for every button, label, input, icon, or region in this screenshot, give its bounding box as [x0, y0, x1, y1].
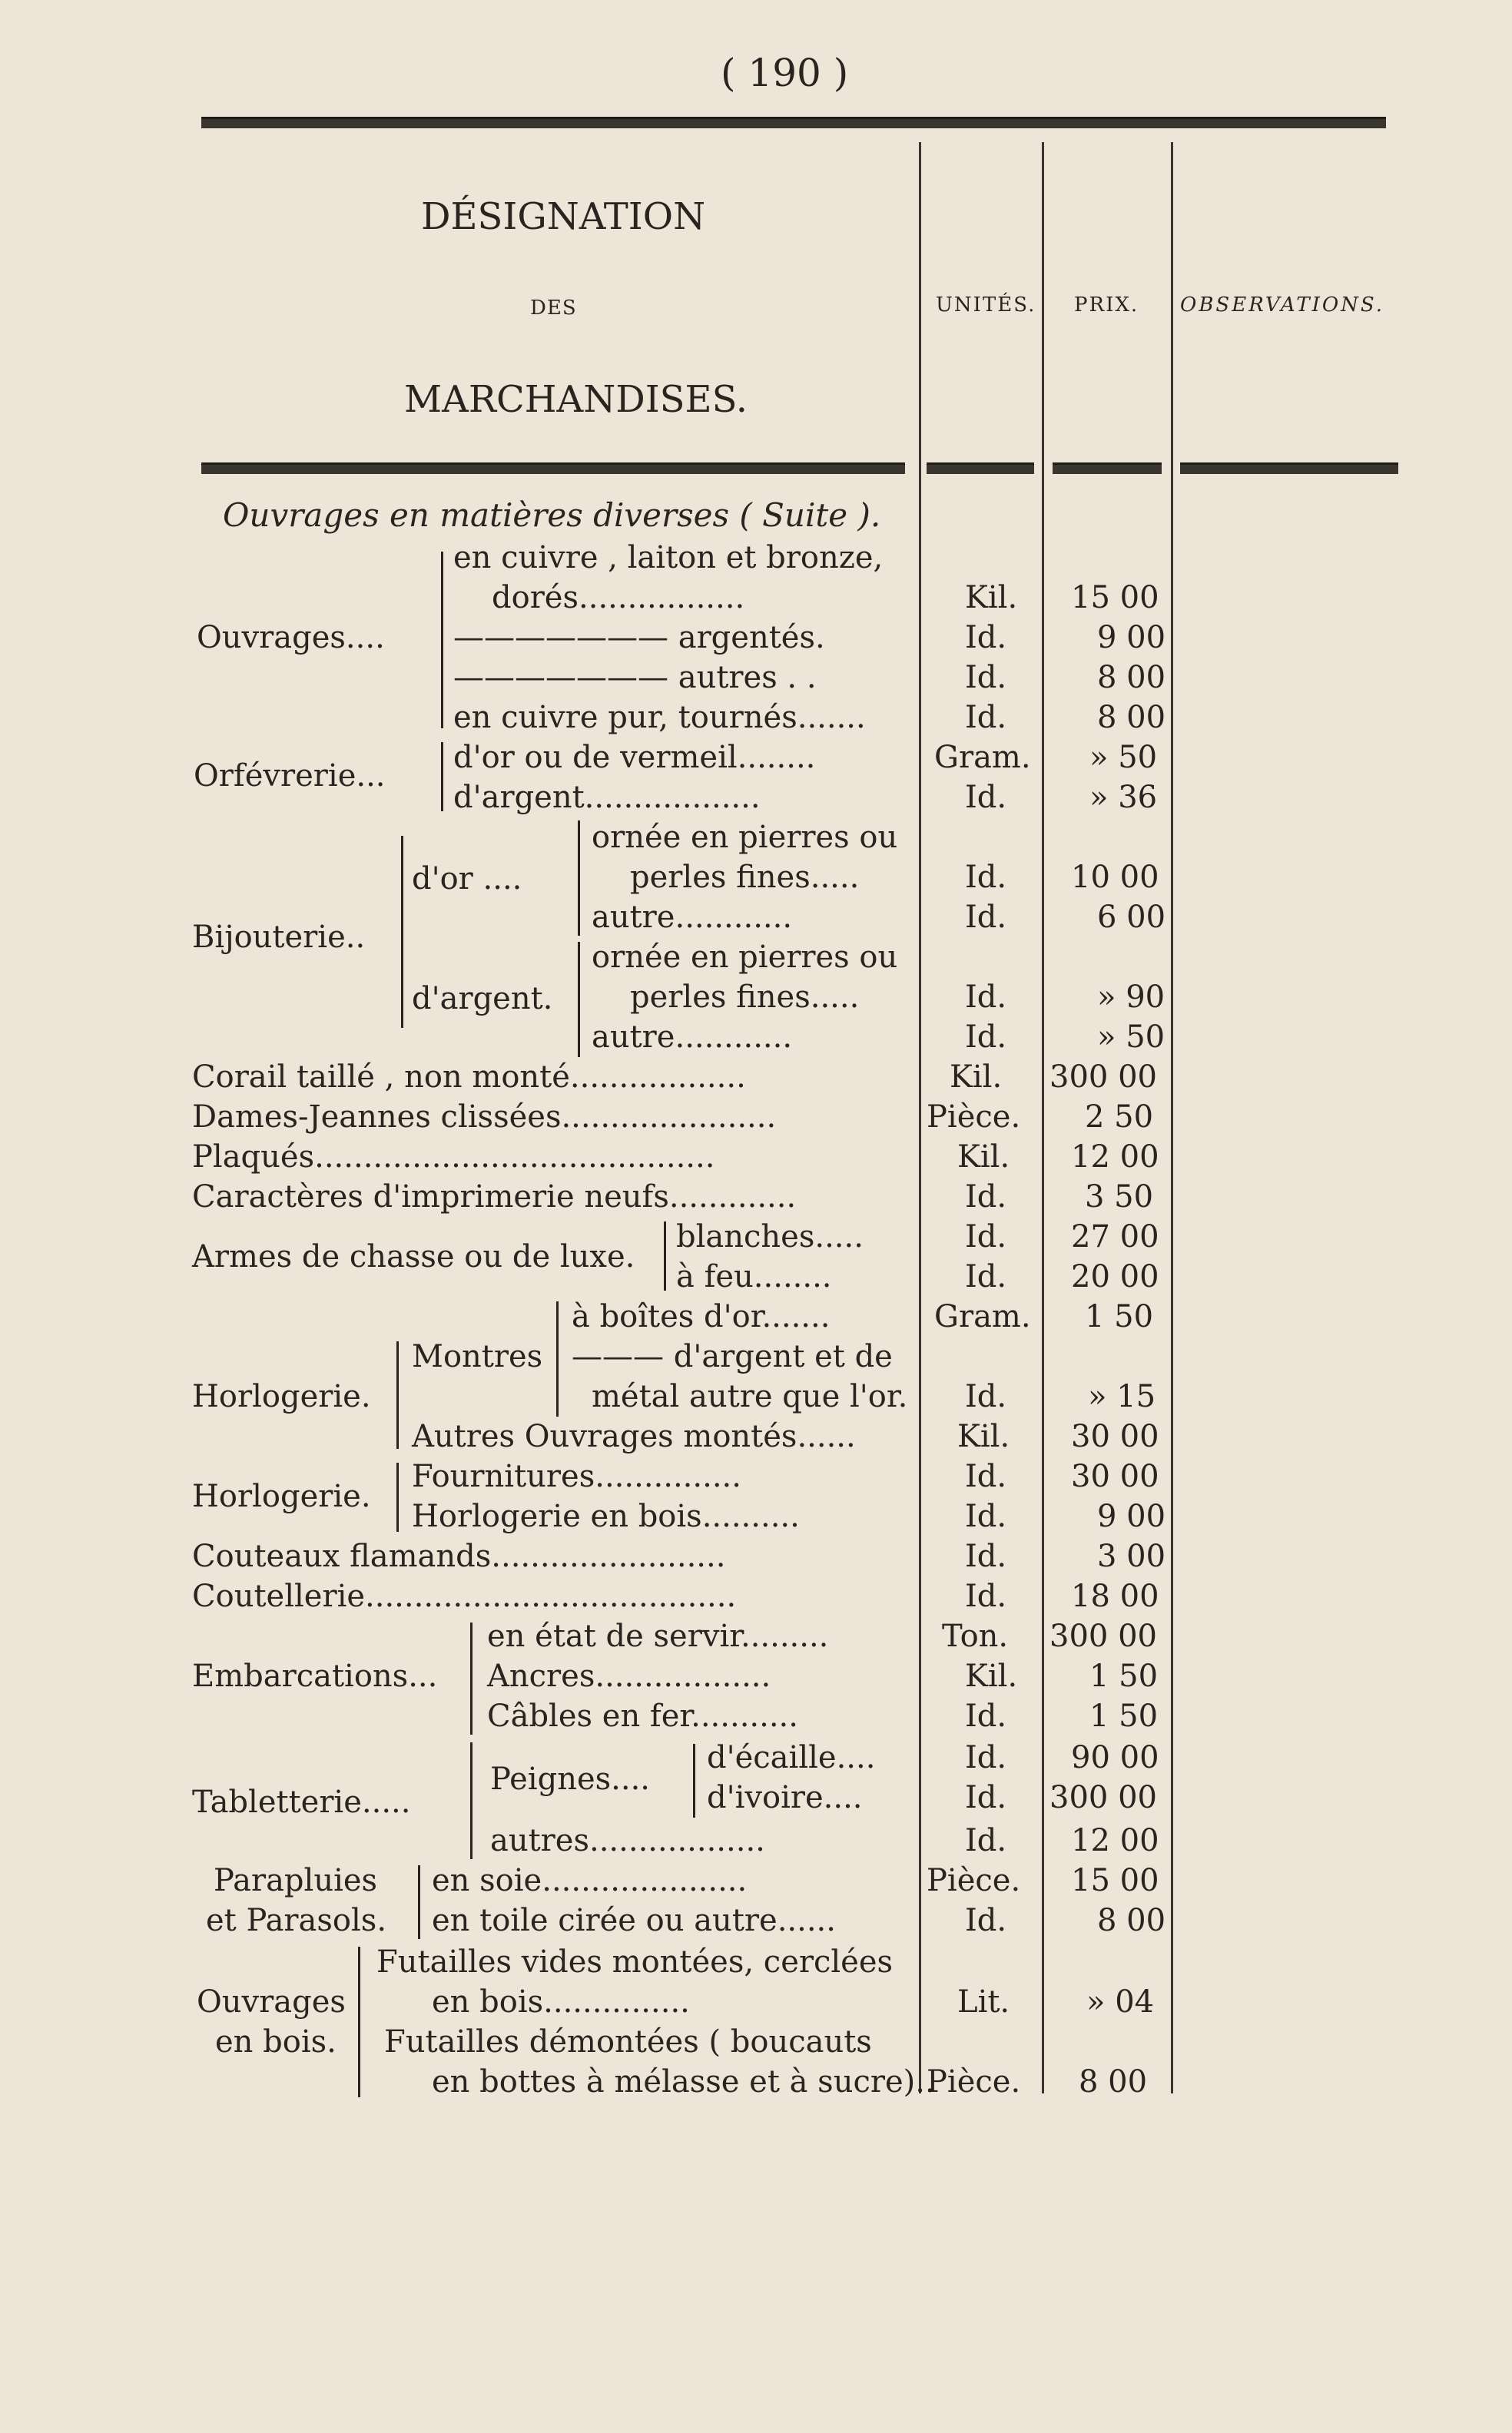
group-label: Orfévrerie...	[194, 758, 386, 794]
unit: Id.	[965, 860, 1007, 895]
unit: Id.	[965, 1459, 1007, 1494]
column-rule	[919, 142, 921, 2093]
item-label: Futailles démontées ( boucauts	[384, 2024, 872, 2060]
brace	[578, 820, 580, 936]
item-label: Dames-Jeannes clissées......................	[192, 1099, 777, 1135]
brace	[396, 1341, 399, 1449]
column-rule	[1171, 142, 1173, 2093]
item-label: d'écaille....	[707, 1740, 876, 1775]
brace	[664, 1221, 666, 1291]
item-label: à feu........	[676, 1259, 832, 1294]
brace	[396, 1463, 399, 1532]
brace	[358, 1947, 360, 2097]
group-label: en bois.	[215, 2024, 337, 2060]
brace	[441, 742, 443, 811]
item-label: en cuivre , laiton et bronze,	[453, 540, 884, 575]
item-label: ornée en pierres ou	[592, 820, 898, 855]
price: 300 00	[1049, 1059, 1157, 1095]
item-label: autre............	[592, 1019, 793, 1055]
item-label: Autres Ouvrages montés......	[412, 1419, 856, 1454]
brace	[470, 1742, 472, 1859]
price: 18 00	[1071, 1579, 1159, 1614]
page-number: ( 190 )	[721, 51, 849, 95]
unit: Id.	[965, 1699, 1007, 1734]
brace	[441, 552, 443, 728]
item-label: Fournitures...............	[412, 1459, 741, 1494]
price: 20 00	[1071, 1259, 1159, 1294]
sub-group-label: d'or ....	[412, 861, 522, 897]
item-label: Câbles en fer...........	[487, 1699, 798, 1734]
unit: Id.	[965, 1903, 1007, 1938]
item-label: Caractères d'imprimerie neufs.............	[192, 1179, 797, 1215]
price: 30 00	[1071, 1419, 1159, 1454]
price: » 36	[1089, 780, 1158, 815]
item-label: Futailles vides montées, cerclées	[376, 1944, 894, 1980]
header-unites: UNITÉS.	[936, 293, 1036, 317]
sub-group-label: d'argent.	[412, 981, 553, 1016]
price: 1 50	[1085, 1299, 1154, 1334]
price: » 90	[1097, 979, 1166, 1015]
header-marchandises: MARCHANDISES.	[404, 378, 748, 421]
price: 300 00	[1049, 1780, 1157, 1815]
item-label: perles fines.....	[630, 979, 860, 1015]
price: 27 00	[1071, 1219, 1159, 1255]
unit: Id.	[965, 1823, 1007, 1858]
header-rule	[201, 462, 905, 474]
group-label: Parapluies	[214, 1863, 378, 1898]
price: 2 50	[1085, 1099, 1154, 1135]
price: 1 50	[1089, 1659, 1159, 1694]
unit: Id.	[965, 1179, 1007, 1215]
price: » 04	[1086, 1984, 1155, 2020]
unit: Id.	[965, 1539, 1007, 1574]
price: 8 00	[1097, 660, 1166, 695]
price: 10 00	[1071, 860, 1159, 895]
item-label: ——————— autres . .	[453, 660, 817, 695]
group-label: Bijouterie..	[192, 920, 366, 955]
unit: Id.	[965, 1219, 1007, 1255]
item-label: Corail taillé , non monté..................	[192, 1059, 746, 1095]
item-label: Horlogerie en bois..........	[412, 1499, 800, 1534]
unit: Gram.	[934, 1299, 1031, 1334]
price: 1 50	[1089, 1699, 1159, 1734]
price: 90 00	[1071, 1740, 1159, 1775]
price: 9 00	[1097, 620, 1166, 655]
brace	[470, 1623, 472, 1735]
price: 8 00	[1097, 700, 1166, 735]
header-rule	[1180, 462, 1398, 474]
sub-group-label: Montres	[412, 1339, 543, 1374]
unit: Id.	[965, 1499, 1007, 1534]
price: » 15	[1088, 1379, 1156, 1414]
group-label: Ouvrages....	[197, 620, 385, 655]
header-prix: PRIX.	[1074, 293, 1139, 317]
group-label: Ouvrages	[197, 1984, 346, 2020]
price: 3 50	[1085, 1179, 1154, 1215]
brace	[418, 1865, 420, 1939]
section-title: Ouvrages en matières diverses ( Suite ).	[223, 496, 881, 534]
price: » 50	[1089, 740, 1158, 775]
unit: Kil.	[965, 1659, 1018, 1694]
unit: Id.	[965, 780, 1007, 815]
unit: Lit.	[957, 1984, 1010, 2020]
group-label: Horlogerie.	[192, 1379, 371, 1414]
price: 8 00	[1079, 2064, 1148, 2100]
item-label: blanches.....	[676, 1219, 864, 1255]
unit: Id.	[965, 1740, 1007, 1775]
item-label: d'argent..................	[453, 780, 761, 815]
item-label: ornée en pierres ou	[592, 940, 898, 975]
unit: Id.	[965, 1379, 1007, 1414]
unit: Pièce.	[927, 2064, 1021, 2100]
brace	[693, 1744, 695, 1818]
unit: Pièce.	[927, 1099, 1021, 1135]
header-rule	[1053, 462, 1162, 474]
item-label: Couteaux flamands........................	[192, 1539, 726, 1574]
item-label: autre............	[592, 900, 793, 935]
unit: Pièce.	[927, 1863, 1021, 1898]
top-rule	[201, 117, 1386, 128]
header-designation: DÉSIGNATION	[421, 195, 706, 238]
unit: Gram.	[934, 740, 1031, 775]
unit: Kil.	[957, 1139, 1010, 1175]
group-label: Embarcations...	[192, 1659, 438, 1694]
sub-group-label: Peignes....	[490, 1762, 651, 1797]
item-label: Plaqués.........................................	[192, 1139, 715, 1175]
price: 15 00	[1071, 580, 1159, 615]
brace	[578, 942, 580, 1057]
price: 9 00	[1097, 1499, 1166, 1534]
price: 6 00	[1097, 900, 1166, 935]
unit: Id.	[965, 1780, 1007, 1815]
price: 15 00	[1071, 1863, 1159, 1898]
group-label: Horlogerie.	[192, 1479, 371, 1514]
item-label: en état de servir.........	[487, 1619, 829, 1654]
item-label: en toile cirée ou autre......	[432, 1903, 836, 1938]
header-des: DES	[530, 297, 577, 320]
item-label: ——————— argentés.	[453, 620, 825, 655]
unit: Id.	[965, 700, 1007, 735]
unit: Id.	[965, 660, 1007, 695]
header-rule	[927, 462, 1034, 474]
item-label: en bois...............	[432, 1984, 690, 2020]
item-label: d'or ou de vermeil........	[453, 740, 816, 775]
item-label: dorés.................	[492, 580, 745, 615]
item-label: en bottes à mélasse et à sucre)..	[432, 2064, 935, 2100]
item-label: en soie.....................	[432, 1863, 748, 1898]
group-label: Tabletterie.....	[192, 1785, 411, 1820]
price: » 50	[1097, 1019, 1166, 1055]
header-observations: OBSERVATIONS.	[1180, 293, 1385, 317]
price: 3 00	[1097, 1539, 1166, 1574]
unit: Id.	[965, 1579, 1007, 1614]
item-label: Ancres..................	[487, 1659, 771, 1694]
unit: Kil.	[965, 580, 1018, 615]
unit: Id.	[965, 979, 1007, 1015]
price: 12 00	[1071, 1139, 1159, 1175]
item-label: ——— d'argent et de	[572, 1339, 893, 1374]
unit: Id.	[965, 1259, 1007, 1294]
item-label: en cuivre pur, tournés.......	[453, 700, 866, 735]
group-label: Armes de chasse ou de luxe.	[192, 1239, 635, 1275]
column-rule	[1042, 142, 1044, 2093]
price: 300 00	[1049, 1619, 1157, 1654]
brace	[556, 1301, 559, 1417]
group-label: et Parasols.	[206, 1903, 387, 1938]
item-label: perles fines.....	[630, 860, 860, 895]
price: 30 00	[1071, 1459, 1159, 1494]
price: 12 00	[1071, 1823, 1159, 1858]
unit: Kil.	[957, 1419, 1010, 1454]
unit: Kil.	[950, 1059, 1003, 1095]
item-label: métal autre que l'or.	[592, 1379, 908, 1414]
item-label: à boîtes d'or.......	[572, 1299, 831, 1334]
unit: Id.	[965, 1019, 1007, 1055]
unit: Id.	[965, 900, 1007, 935]
item-label: d'ivoire....	[707, 1780, 863, 1815]
unit: Ton.	[942, 1619, 1009, 1654]
brace	[401, 836, 403, 1028]
price: 8 00	[1097, 1903, 1166, 1938]
item-label: autres..................	[490, 1823, 765, 1858]
unit: Id.	[965, 620, 1007, 655]
item-label: Coutellerie......................................	[192, 1579, 737, 1614]
